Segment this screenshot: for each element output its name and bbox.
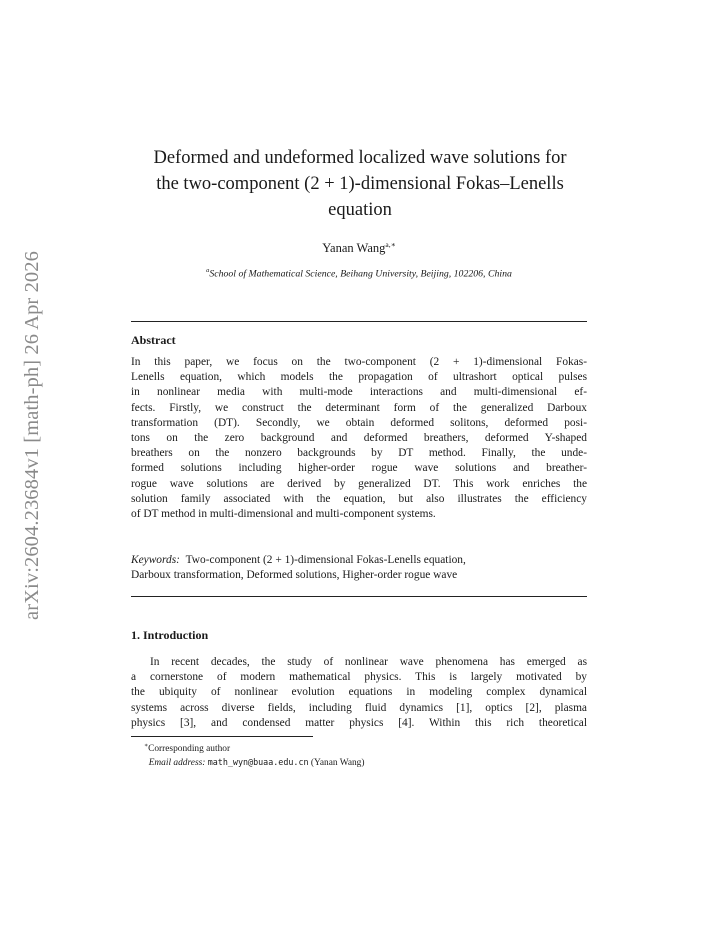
introduction-body: [131, 655, 587, 731]
title-line: Deformed and undeformed localized wave solutions for: [153, 148, 567, 168]
keywords-line-2: Darboux transformation, Deformed solutions, Higher-order rogue wave: [131, 569, 458, 582]
footnotes: [144, 740, 365, 770]
abstract-line: in nonlinear media with multi-mode interactions and multi-dimensional ef-: [131, 386, 587, 399]
paper-title: [120, 145, 600, 223]
section-heading-introduction: 1. Introduction: [131, 628, 209, 642]
arxiv-identifier: arXiv:2604.23684v1 [math-ph] 26 Apr 2026: [20, 250, 43, 620]
title-line: the two-component (2 + 1)-dimensional Fokas–Lenells: [156, 174, 564, 194]
intro-line: In recent decades, the study of nonlinear wave phenomena has emerged as: [150, 656, 587, 668]
footnote-corresponding-text: Corresponding author: [148, 744, 231, 755]
email-address[interactable]: math_wyn@buaa.edu.cn: [207, 757, 309, 768]
intro-line: a cornerstone of modern mathematical physics. This is largely motivated by: [131, 671, 587, 684]
abstract-line: In this paper, we focus on the two-component (2 + 1)-dimensional Fokas-: [131, 356, 587, 368]
intro-line: systems across diverse fields, including fluid dynamics [1], optics [2], plasma: [131, 701, 587, 714]
abstract-line: Lenells equation, which models the propagation of ultrashort optical pulses: [131, 371, 587, 384]
abstract-line: solution family associated with the equation, but also illustrates the efficiency: [131, 492, 587, 505]
footnote-email: [144, 756, 365, 770]
email-owner: (Yanan Wang): [310, 758, 365, 769]
footnote-rule: [131, 736, 313, 737]
author-line: [131, 240, 587, 256]
keywords-text: Two-component (2 + 1)-dimensional Fokas-Lenells equation,: [185, 554, 466, 566]
keywords-line-1: [131, 553, 587, 568]
affiliation-text: School of Mathematical Science, Beihang University, Beijing, 102206, China: [209, 268, 512, 280]
keywords-label: Keywords:: [131, 554, 180, 566]
abstract-body: [131, 355, 587, 522]
abstract-line: transformation (DT). Secondly, we obtain deformed solitons, deformed posi-: [131, 416, 587, 429]
email-label: Email address:: [148, 758, 206, 769]
affiliation: [131, 267, 587, 279]
intro-line: the ubiquity of nonlinear evolution equations in modeling complex dynamical: [131, 686, 587, 699]
abstract-line: fects. Firstly, we construct the determinant form of the generalized Darboux: [131, 401, 587, 414]
abstract-line: breathers on the nonzero backgrounds by DT method. Finally, the unde-: [131, 447, 587, 460]
abstract-top-rule: [131, 321, 587, 322]
intro-line: physics [3], and condensed matter physics [4]. Within this rich theoretical: [131, 716, 587, 729]
author-marks: a,∗: [385, 240, 396, 249]
abstract-bottom-rule: [131, 596, 587, 597]
abstract-line: of DT method in multi-dimensional and multi-component systems.: [131, 508, 436, 521]
abstract-heading: Abstract: [131, 333, 176, 347]
arxiv-side-stamp: [2, 215, 62, 655]
title-line: equation: [328, 200, 392, 220]
keywords: [131, 553, 587, 583]
abstract-line: formed solutions including higher-order rogue wave solutions and breather-: [131, 462, 587, 475]
footnote-corresponding: [144, 740, 365, 756]
affiliation-mark: a: [206, 267, 210, 274]
footnote-mark: ∗: [144, 743, 149, 749]
author-name: Yanan Wang: [322, 241, 386, 256]
abstract-line: tons on the zero background and deformed breathers, deformed Y-shaped: [131, 432, 587, 445]
abstract-line: rogue wave solutions are derived by generalized DT. This work enriches the: [131, 477, 587, 490]
